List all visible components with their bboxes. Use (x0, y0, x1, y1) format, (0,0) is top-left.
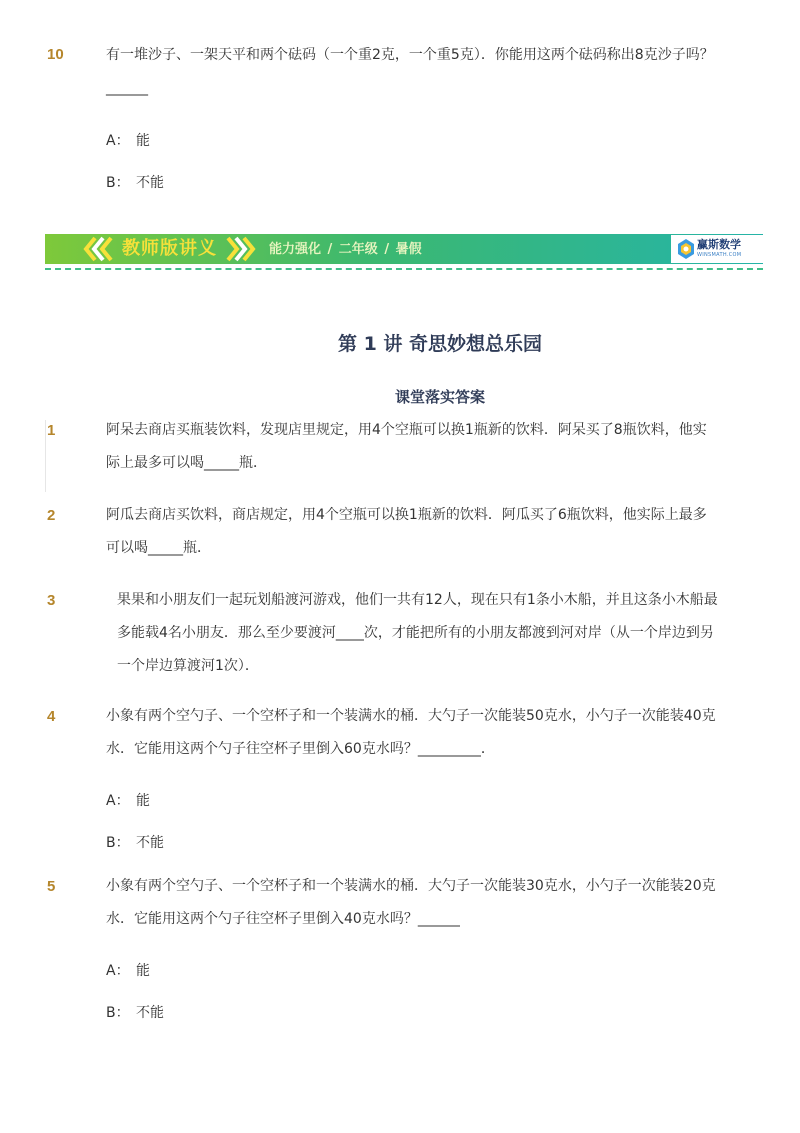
option-value: 不能 (136, 1005, 164, 1021)
question-text: 有一堆沙子、一架天平和两个砝码（一个重2克，一个重5克）．你能用这两个砝码称出8克沙子吗？______ (106, 47, 714, 96)
question-number: 5 (47, 878, 56, 895)
left-chevrons-icon (81, 234, 117, 264)
option-a[interactable] (106, 790, 150, 812)
option-b[interactable] (106, 172, 164, 194)
option-value: 不能 (136, 175, 164, 191)
section-title: 课堂落实答案 (394, 388, 485, 406)
question-text: 阿呆去商店买瓶装饮料，发现店里规定，用4个空瓶可以换1瓶新的饮料．阿呆买了8瓶饮料，他实际上最多可以喝_____瓶． (106, 422, 707, 471)
question-text: 小象有两个空勺子、一个空杯子和一个装满水的桶．大勺子一次能装30克水，小勺子一次能装20克水．它能用这两个勺子往空杯子里倒入40克水吗？______ (106, 878, 716, 927)
question-number: 10 (47, 46, 64, 63)
option-key: A： (106, 133, 130, 149)
question-number: 1 (47, 422, 56, 439)
question-number: 4 (47, 708, 56, 725)
question-text: 小象有两个空勺子、一个空杯子和一个装满水的桶．大勺子一次能装50克水，小勺子一次能装40克水．它能用这两个勺子往空杯子里倒入60克水吗？_________． (106, 708, 716, 757)
banner-divider (45, 268, 763, 270)
option-a[interactable] (106, 960, 150, 982)
option-key: B： (106, 835, 130, 851)
logo-mark-icon (677, 239, 695, 259)
option-value: 不能 (136, 835, 164, 851)
option-key: A： (106, 793, 130, 809)
banner-subtitle: 能力强化 / 二年级 / 暑假 (269, 242, 422, 257)
lecture-title: 第 1 讲 奇思妙想总乐园 (337, 333, 543, 355)
question-divider (45, 420, 46, 492)
option-key: B： (106, 175, 130, 191)
question-number: 3 (47, 592, 56, 609)
option-value: 能 (136, 133, 150, 149)
question-text: 果果和小朋友们一起玩划船渡河游戏，他们一共有12人，现在只有1条小木船，并且这条小木船最多能载4名小朋友．那么至少要渡河____次，才能把所有的小朋友都渡到河对岸（从一个岸边到另一个岸边算渡河1次）． (117, 592, 718, 674)
option-key: A： (106, 963, 130, 979)
option-b[interactable] (106, 832, 164, 854)
right-chevrons-icon (222, 234, 258, 264)
option-key: B： (106, 1005, 130, 1021)
header-banner (45, 234, 763, 264)
option-a[interactable] (106, 130, 150, 152)
option-b[interactable] (106, 1002, 164, 1024)
option-value: 能 (136, 793, 150, 809)
banner-title: 教师版讲义 (122, 238, 217, 259)
logo-small-text: WINSMATH.COM (697, 252, 742, 258)
question-number: 2 (47, 507, 56, 524)
logo-text: 赢斯数学 (697, 238, 741, 251)
option-value: 能 (136, 963, 150, 979)
question-text: 阿瓜去商店买饮料，商店规定，用4个空瓶可以换1瓶新的饮料．阿瓜买了6瓶饮料，他实际上最多可以喝_____瓶． (106, 507, 707, 556)
brand-logo (671, 235, 763, 263)
